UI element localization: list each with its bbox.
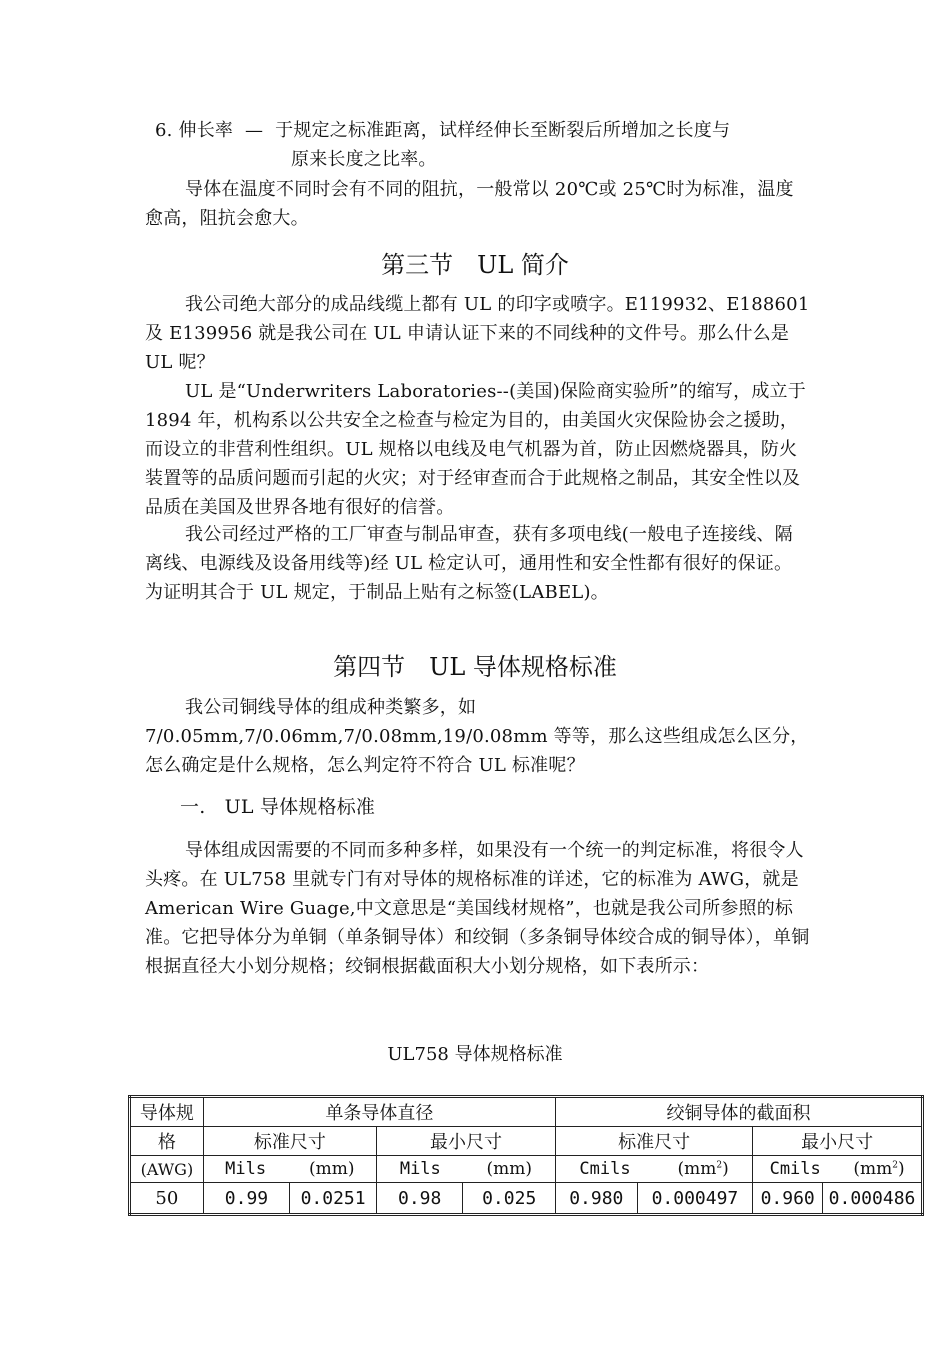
unit-mm: (mm) [486, 1159, 533, 1179]
section-4-paragraph-2: 导体组成因需要的不同而多种多样，如果没有一个统一的判定标准，将很令人头疼。在 UL758 里就专门有对导体的规格标准的详述，它的标准为 AWG，就是 American Wire Guage,中文意思是“美国线材规格”，也就是我公司所参照的标准。它把导体分为单铜（单条铜导体）和绞铜（多条铜导体绞合成的铜导体），单铜根据直径大小划分规格；绞铜根据截面积大小划分规格，如下表所示： [145, 840, 810, 977]
item-6-line1: 于规定之标准距离，试样经伸长至断裂后所增加之长度与 [275, 120, 731, 141]
cell-stranded-std-mm2: 0.000497 [637, 1183, 753, 1215]
stranded-standard-size-header: 标准尺寸 [555, 1127, 752, 1156]
section-4-title: 第四节 UL 导体规格标准 [333, 653, 617, 681]
unit-cmils: Cmils [769, 1159, 821, 1179]
unit-mils: Mils [225, 1159, 267, 1179]
unit-mils: Mils [399, 1159, 441, 1179]
section-3-paragraph-3: 我公司经过严格的工厂审查与制品审查，获有多项电线(一般电子连接线、隔离线、电源线及设备用线等)经 UL 检定认可，通用性和安全性都有很好的保证。为证明其合于 UL 规定，于制品上贴有之标签(LABEL)。 [145, 524, 793, 603]
unit-mm2: $(mm^2)$ [677, 1159, 729, 1179]
stranded-minimum-size-header: 最小尺寸 [753, 1127, 923, 1156]
cell-stranded-std-cmils: 0.980 [555, 1183, 637, 1215]
cell-solid-std-mm: 0.0251 [290, 1183, 377, 1215]
section-3-paragraph-2: UL 是“Underwriters Laboratories--(美国)保险商实验所”的缩写，成立于 1894 年，机构系以公共安全之检查与检定为目的，由美国火灾保险协会之援助，而设立的非营利性组织。UL 规格以电线及电气机器为首，防止因燃烧器具，防火装置等的品质问题而引起的火灾；对于经审查而合于此规格之制品，其安全性以及品质在美国及世界各地有很好的信誉。 [145, 381, 806, 518]
awg-header-line3: (AWG) [130, 1156, 204, 1183]
unit-mm: (mm) [308, 1159, 355, 1179]
cell-stranded-min-cmils: 0.960 [753, 1183, 823, 1215]
solid-standard-size-header: 标准尺寸 [203, 1127, 376, 1156]
cell-stranded-min-mm2: 0.000486 [823, 1183, 923, 1215]
cell-solid-min-mils: 0.98 [376, 1183, 462, 1215]
solid-conductor-header: 单条导体直径 [203, 1097, 555, 1127]
unit-cmils: Cmils [579, 1159, 631, 1179]
solid-minimum-size-header: 最小尺寸 [376, 1127, 555, 1156]
awg-header-line2: 格 [130, 1127, 204, 1156]
section-3-paragraph-1: 我公司绝大部分的成品线缆上都有 UL 的印字或喷字。E119932、E188601 及 E139956 就是我公司在 UL 申请认证下来的不同线种的文件号。那么什么是 UL 呢？ [145, 294, 810, 373]
item-6 [155, 116, 815, 145]
cell-solid-std-mils: 0.99 [203, 1183, 289, 1215]
item-6-line2: 原来长度之比率。 [291, 149, 437, 170]
table-row [130, 1183, 923, 1215]
stranded-minimum-units [753, 1156, 923, 1183]
cell-awg: 50 [130, 1183, 204, 1215]
stranded-conductor-header: 绞铜导体的截面积 [555, 1097, 922, 1127]
section-4-subheading: 一. UL 导体规格标准 [180, 796, 376, 818]
section-4-paragraph-1: 我公司铜线导体的组成种类繁多，如 7/0.05mm,7/0.06mm,7/0.08mm,19/0.08mm 等等，那么这些组成怎么区分，怎么确定是什么规格，怎么判定符不符合 UL 标准呢？ [145, 697, 809, 776]
solid-standard-units [203, 1156, 376, 1183]
item-6-dash: — [245, 120, 264, 141]
section-3-title: 第三节 UL 简介 [381, 251, 569, 279]
solid-minimum-units [376, 1156, 555, 1183]
stranded-standard-units [555, 1156, 752, 1183]
cell-solid-min-mm: 0.025 [463, 1183, 556, 1215]
awg-spec-table [128, 1095, 924, 1216]
awg-header-line1: 导体规 [130, 1097, 204, 1127]
item-6-label: 6. 伸长率 [155, 120, 234, 141]
unit-mm2: $(mm^2)$ [853, 1159, 905, 1179]
table-caption: UL758 导体规格标准 [387, 1044, 563, 1065]
paragraph-temperature: 导体在温度不同时会有不同的阻抗，一般常以 20℃或 25℃时为标准，温度愈高，阻抗会愈大。 [145, 179, 794, 229]
